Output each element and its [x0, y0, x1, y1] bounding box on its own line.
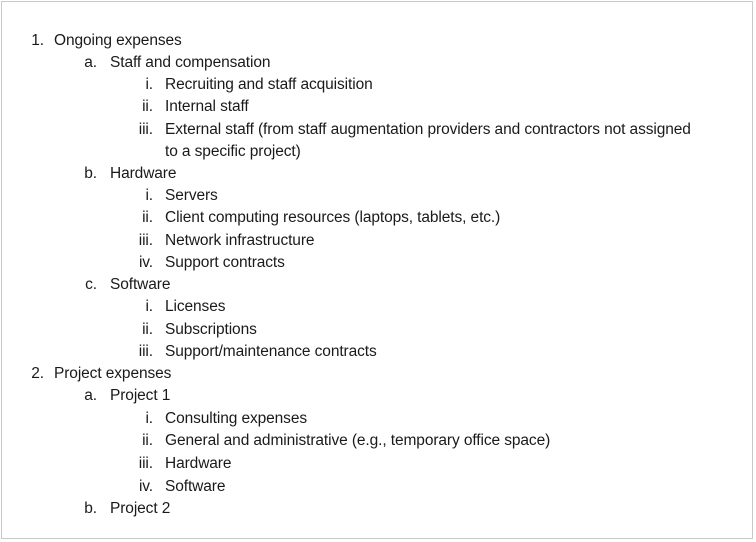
list-item-text: Network infrastructure — [165, 232, 315, 249]
list-marker: iii. — [138, 455, 153, 472]
list-item-text: Ongoing expenses — [54, 32, 182, 49]
list-item-text: Hardware — [110, 165, 177, 182]
list-marker: iii. — [138, 343, 153, 360]
list-marker: i. — [145, 187, 153, 204]
list-item-text: Recruiting and staff acquisition — [165, 76, 373, 93]
list-item-text: Client computing resources (laptops, tablets, etc.) — [165, 209, 501, 226]
list-marker: b. — [84, 165, 97, 182]
list-item-text: Support contracts — [165, 254, 285, 271]
list-marker: i. — [145, 298, 153, 315]
list-item-text: External staff (from staff augmentation providers and contractors not assigned — [165, 121, 691, 138]
list-marker: b. — [84, 500, 97, 517]
list-item-text: Licenses — [165, 298, 226, 315]
list-marker: ii. — [142, 432, 153, 449]
list-item-text: Software — [165, 478, 226, 495]
list-item-text: Subscriptions — [165, 321, 257, 338]
list-marker: iv. — [138, 478, 153, 495]
list-marker: i. — [145, 76, 153, 93]
list-marker: iii. — [138, 121, 153, 138]
list-item-text: Support/maintenance contracts — [165, 343, 377, 360]
list-item-text: Project 2 — [110, 500, 171, 517]
list-marker: ii. — [142, 321, 153, 338]
list-item-text: Staff and compensation — [110, 54, 271, 71]
list-item-text: Internal staff — [165, 98, 249, 115]
list-item-text: Hardware — [165, 455, 232, 472]
list-marker: a. — [84, 54, 97, 71]
list-marker: c. — [85, 276, 97, 293]
document-frame — [1, 1, 753, 539]
list-item-text: Project 1 — [110, 387, 171, 404]
list-marker: a. — [84, 387, 97, 404]
list-item-text: Software — [110, 276, 171, 293]
list-item-text: Servers — [165, 187, 218, 204]
list-marker: ii. — [142, 209, 153, 226]
list-marker: i. — [145, 410, 153, 427]
list-item-text: Consulting expenses — [165, 410, 307, 427]
list-marker: iii. — [138, 232, 153, 249]
list-marker: 1. — [31, 32, 44, 49]
list-marker: 2. — [31, 365, 44, 382]
list-item-text: General and administrative (e.g., temporary office space) — [165, 432, 551, 449]
list-item-text: to a specific project) — [165, 143, 301, 160]
list-item-text: Project expenses — [54, 365, 172, 382]
list-marker: iv. — [138, 254, 153, 271]
list-marker: ii. — [142, 98, 153, 115]
